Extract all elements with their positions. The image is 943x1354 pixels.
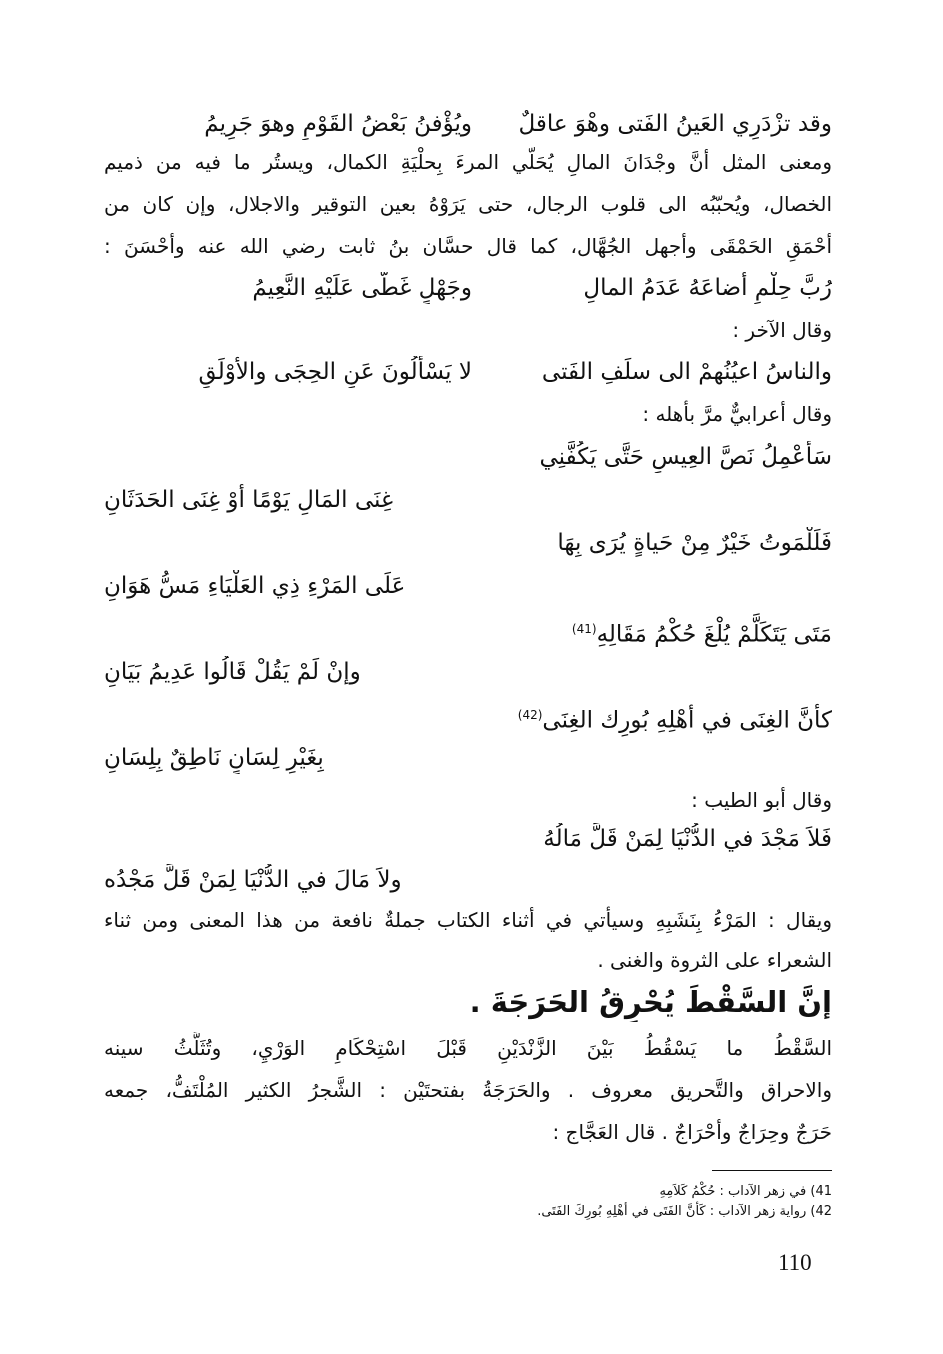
- verse-hemistich-left: ويُؤْفنُ بَعْضُ القَوْمِ وهوَ جَرِيمُ: [204, 111, 472, 137]
- verse-hemistich-right: والناسُ اعيُنُهمْ الى سلَفِ الفَتى: [541, 359, 832, 385]
- footnote-ref-41: (41): [571, 622, 597, 636]
- prose-line: الخصال، ويُحبّبُه الى قلوب الرجال، حتى يَرَوْهُ بعين التوقير والاجلال، وإن كان من: [104, 192, 832, 216]
- page-number: 110: [778, 1250, 812, 1275]
- poem-verse: [104, 613, 832, 651]
- footnote-42: 42) رواية زهر الآداب : كَأنَّ الفَتَى في أهْلِهِ بُورِكَ الفَتَى.: [537, 1204, 832, 1219]
- prose-line: حَرَجٌ وحِرَاجٌ وأحْرَاجٌ . قال العَجَّاج :: [552, 1120, 832, 1144]
- verse-hemistich-left: وجَهْلٍ غَطّى عَلَيْهِ النَّعِيمُ: [252, 275, 472, 301]
- verse-hemistich-right: وقد تزْدَرِي العَينُ الفَتى وهْوَ عاقلٌ: [518, 111, 832, 137]
- poem-verse: بِغَيْرِ لِسَانٍ نَاطِقٌ بِلِسَانِ: [104, 745, 324, 771]
- verse-line-3: [104, 356, 832, 388]
- prose-line: الشعراء على الثروة والغنى .: [597, 948, 832, 972]
- prose-line: ويقال : المَرْءُ بِنَشَبِهِ وسيأتي في أثناء الكتاب جملةٌ نافعة من هذا المعنى ومن ثناء: [104, 908, 832, 932]
- verse-hemistich-right: رُبَّ حِلْمٍ أضاعَهُ عَدَمُ المالِ: [583, 275, 832, 301]
- prose-line: السَّقْطُ ما يَسْقُطُ بَيْنَ الزَّنْدَيْنِ قَبْلَ اسْتِحْكَامِ الوَرْيِ، وتُثَلَّثُ سينه: [104, 1036, 832, 1060]
- prose-line: أحْمَقِ الحَمْقَى وأجهل الجُهَّال، كما قال حسَّان بنُ ثابت رضي الله عنه وأحْسَنَ :: [104, 234, 832, 258]
- prose-line: والاحراق والتَّحريق معروف . والحَرَجَةُ بفتحتَيْن : الشَّجرُ الكثير المُلْتَفُّ، جمعه: [104, 1078, 832, 1102]
- verse-hemistich-left: لا يَسْألُونَ عَنِ الحِجَى والأوْلَقِ: [198, 359, 472, 385]
- poem-verse-text: كأنَّ الغِنَى في أهْلِهِ بُورِك الغِنَى: [542, 707, 832, 734]
- poem-verse: سَأعْمِلُ نَصَّ العِيسِ حَتَّى يَكُفَّنِي: [539, 444, 832, 470]
- poem-verse-text: مَتَى يَتَكَلَّمْ يُلْغَ حُكْمُ مَقَالِهِ: [596, 621, 832, 648]
- poem-verse: غِنَى المَالِ يَوْمًا أوْ غِنَى الحَدَثَانِ: [104, 487, 393, 513]
- poem-verse: فَلَلْمَوتُ خَيْرٌ مِنْ حَياةٍ يُرَى بِهَا: [557, 530, 832, 556]
- verse-line-2: [104, 272, 832, 304]
- footnote-divider: [712, 1170, 832, 1171]
- proverb-heading: إنَّ السَّقْطَ يُحْرِقُ الحَرَجَةَ .: [469, 985, 832, 1019]
- prose-line: وقال الآخر :: [732, 318, 832, 342]
- poem-verse: فَلاَ مَجْدَ في الدُّنْيَا لِمَنْ قَلَّ مَالُهُ: [543, 826, 832, 852]
- verse-line-1: [104, 108, 832, 140]
- prose-line: وقال أبو الطيب :: [691, 788, 832, 812]
- poem-verse: عَلَى المَرْءِ ذِي العَلْيَاءِ مَسُّ هَوَانِ: [104, 573, 406, 599]
- footnote-41: 41) في زهر الآداب : حُكْمُ كَلاَمِهِ: [659, 1184, 832, 1199]
- poem-verse: ولاَ مَالَ في الدُّنْيَا لِمَنْ قَلَّ مَجْدُه: [104, 867, 402, 893]
- poem-verse: [104, 699, 832, 737]
- footnote-ref-42: (42): [517, 708, 543, 722]
- prose-line: ومعنى المثل أنَّ وجْدَانَ المالِ يُحَلّي المرءَ بِحلْيَةِ الكمال، ويستُر ما فيه من ذميم: [104, 150, 832, 174]
- prose-line: وقال أعرابيٌّ مرَّ بأهله :: [642, 402, 832, 426]
- poem-verse: وإنْ لَمْ يَقُلْ قَالُوا عَدِيمُ بَيَانِ: [104, 659, 361, 685]
